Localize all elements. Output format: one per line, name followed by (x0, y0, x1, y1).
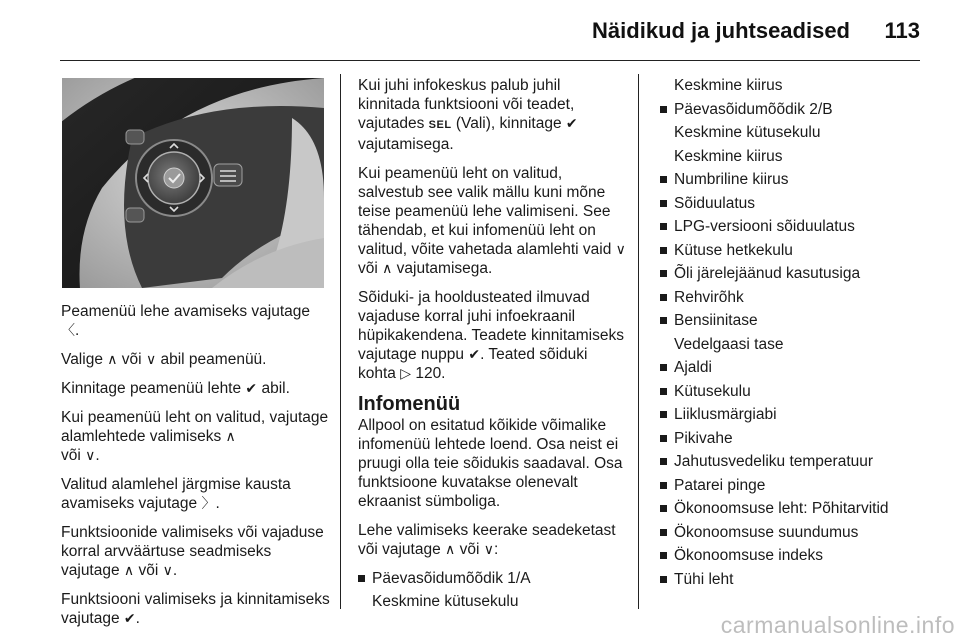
check-icon: ✔ (245, 380, 258, 396)
list-item: Patarei pinge (660, 476, 930, 495)
list-item: Rehvirõhk (660, 288, 930, 307)
paragraph: Valitud alamlehel järgmise kausta avamiseks vajutage 〉. (61, 476, 291, 512)
column-divider-1 (340, 74, 341, 609)
list-subitem: Keskmine kiirus (674, 147, 783, 165)
list-item: Ökonoomsuse indeks (660, 546, 930, 565)
paragraph: Valige ∧ või ∨ abil peamenüü. (61, 351, 267, 368)
list-item: Ajaldi (660, 358, 930, 377)
down-arrow-icon: ∨ (145, 351, 157, 367)
paragraph: Funktsiooni valimiseks ja kinnitamiseks vajutage ✔. (61, 591, 330, 627)
up-arrow-icon: ∧ (123, 562, 135, 578)
list-item: Jahutusvedeliku temperatuur (660, 452, 930, 471)
right-arrow-icon: 〉 (201, 495, 216, 511)
paragraph: Kui peamenüü leht on valitud, salvestub see valik mällu kuni mõne teise peamenüü lehe valimiseni. See tähendab, et kui infomenüü leht on valitud, võite vahetada alamlehti vaid ∨ või ∧ vajutamisega. (358, 165, 626, 277)
list-item: Kütuse hetkekulu (660, 241, 930, 260)
page-reference-icon: ▷ (400, 365, 412, 381)
up-arrow-icon: ∧ (225, 428, 236, 444)
watermark: carmanualsonline.info (720, 612, 955, 638)
list-item: Sõiduulatus (660, 194, 930, 213)
list-item: Õli järelejäänud kasutusiga (660, 264, 930, 283)
paragraph: Kui peamenüü leht on valitud, vajutage alamlehtede valimiseks ∧ või ∨. (61, 409, 329, 464)
paragraph: Peamenüü lehe avamiseks vajutage 〈. (61, 303, 311, 339)
paragraph: Sõiduki- ja hooldusteated ilmuvad vajaduse korral juhi infoekraanil hüpikakendena. Teadete kinnitamiseks vajutage nuppu ✔. Teated sõiduki kohta ▷ 120. (358, 289, 624, 382)
list-subitem: Vedelgaasi tase (674, 335, 784, 353)
list-item: Päevasõidumõõdik 2/B (660, 100, 930, 119)
paragraph: Allpool on esitatud kõikide võimalike infomenüü lehtede loend. Osa neist ei pruugi olla teie sõidukis saadaval. Osa funktsioone kuvatakse olenevalt ekraanist sümboliga. (358, 417, 623, 510)
paragraph: Lehe valimiseks keerake seadeketast või vajutage ∧ või ∨: (358, 522, 616, 558)
down-arrow-icon: ∨ (615, 241, 626, 257)
list-item: Numbriline kiirus (660, 170, 930, 189)
list-item: Kütusekulu (660, 382, 930, 401)
up-arrow-icon: ∧ (382, 260, 393, 276)
sel-button-label: SEL (428, 119, 452, 131)
down-arrow-icon: ∨ (85, 447, 96, 463)
info-page-list (358, 569, 626, 611)
up-arrow-icon: ∧ (445, 541, 456, 557)
steering-wheel-figure (62, 78, 324, 288)
paragraph: Funktsioonide valimiseks või vajaduse korral arvväärtuse seadmiseks vajutage ∧ või ∨. (61, 524, 324, 579)
column-1 (61, 302, 331, 638)
down-arrow-icon: ∨ (162, 562, 173, 578)
paragraph: Kui juhi infokeskus palub juhil kinnitada funktsiooni või teadet, vajutades SEL (Vali), kinnitage ✔ vajutamisega. (358, 77, 578, 153)
list-item: Tühi leht (660, 570, 930, 589)
check-icon: ✔ (468, 346, 481, 362)
list-item: Liiklusmärgiabi (660, 405, 930, 424)
paragraph: Kinnitage peamenüü lehte ✔ abil. (61, 380, 290, 397)
page-title: Näidikud ja juhtseadised (592, 18, 850, 43)
left-arrow-icon: 〈 (61, 322, 75, 338)
list-item: LPG-versiooni sõiduulatus (660, 217, 930, 236)
check-icon: ✔ (123, 610, 136, 626)
up-arrow-icon: ∧ (107, 351, 118, 367)
list-subitem: Keskmine kütusekulu (674, 124, 821, 141)
header-divider (60, 60, 920, 61)
section-heading: Infomenüü (358, 393, 461, 415)
column-divider-2 (638, 74, 639, 609)
column-3 (660, 76, 930, 593)
page-number: 113 (884, 18, 920, 43)
list-item: Päevasõidumõõdik 1/A (358, 569, 626, 588)
list-subitem: Keskmine kütusekulu (372, 593, 519, 610)
down-arrow-icon: ∨ (483, 541, 494, 557)
list-item: Bensiinitase (660, 311, 930, 330)
column-2 (358, 76, 626, 615)
list-subitem: Keskmine kiirus (674, 77, 783, 94)
list-item: Ökonoomsuse leht: Põhitarvitid (660, 499, 930, 518)
info-page-list (660, 76, 930, 589)
list-item: Ökonoomsuse suundumus (660, 523, 930, 542)
list-item: Pikivahe (660, 429, 930, 448)
check-icon: ✔ (565, 115, 578, 131)
